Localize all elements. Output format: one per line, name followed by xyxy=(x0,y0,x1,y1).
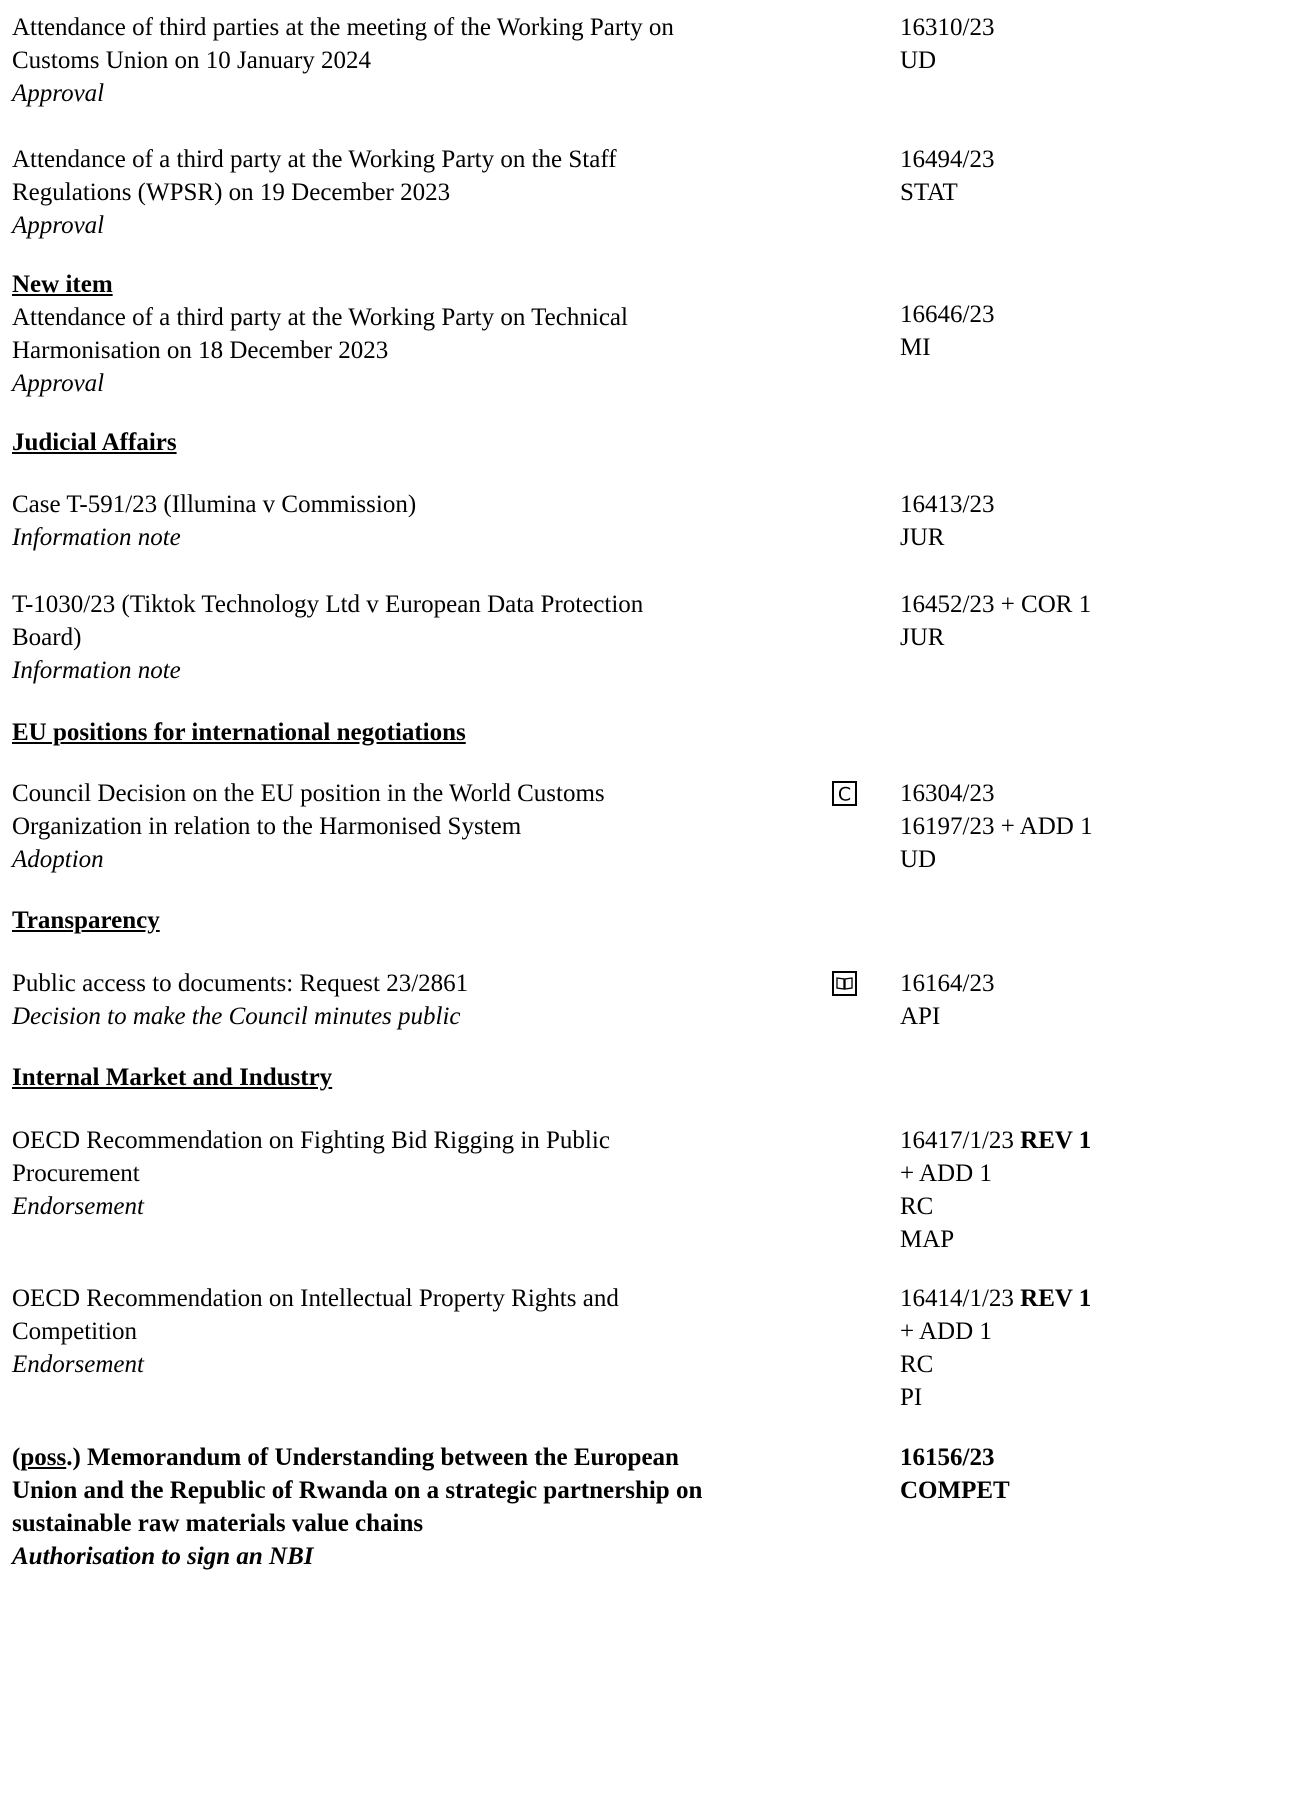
item-action: Decision to make the Council minutes public xyxy=(12,1003,461,1030)
revision-label: REV 1 xyxy=(1020,1285,1092,1312)
possible-marker: poss xyxy=(20,1444,67,1471)
item-title-line: Procurement xyxy=(12,1160,140,1187)
item-title-line: OECD Recommendation on Fighting Bid Rigging in Public xyxy=(12,1127,610,1154)
item-title-line: Harmonisation on 18 December 2023 xyxy=(12,337,389,364)
document-code: MI xyxy=(900,334,931,361)
document-reference: 16310/23 xyxy=(900,14,995,41)
item-action: Endorsement xyxy=(12,1193,144,1220)
item-action: Authorisation to sign an NBI xyxy=(12,1543,314,1570)
item-title-line: Council Decision on the EU position in the World Customs xyxy=(12,780,605,807)
document-code: JUR xyxy=(900,624,945,651)
item-action: Endorsement xyxy=(12,1351,144,1378)
section-heading-internal-market xyxy=(12,1061,1295,1094)
document-code: PI xyxy=(900,1384,923,1411)
prefix-open: ( xyxy=(12,1444,21,1471)
item-title-line: Organization in relation to the Harmonised System xyxy=(12,813,522,840)
item-title-line: Union and the Republic of Rwanda on a strategic partnership on xyxy=(12,1477,703,1504)
item-title-line: Regulations (WPSR) on 19 December 2023 xyxy=(12,179,451,206)
book-icon xyxy=(832,971,857,996)
document-code: MAP xyxy=(900,1226,955,1253)
item-title-line: Case T-591/23 (Illumina v Commission) xyxy=(12,491,417,518)
item-action: Approval xyxy=(12,212,105,239)
item-title-line: Board) xyxy=(12,624,82,651)
document-code: RC xyxy=(900,1193,934,1220)
document-reference: 16452/23 + COR 1 xyxy=(900,591,1092,618)
item-action: Adoption xyxy=(12,846,104,873)
item-title-line: sustainable raw materials value chains xyxy=(12,1510,424,1537)
new-item-label: New item xyxy=(12,271,113,298)
item-title-line: Attendance of a third party at the Working Party on the Staff xyxy=(12,146,617,173)
section-heading: EU positions for international negotiations xyxy=(12,719,466,746)
section-heading-transparency xyxy=(12,904,1295,937)
item-action: Information note xyxy=(12,657,181,684)
item-title-line: Attendance of third parties at the meeting of the Working Party on xyxy=(12,14,674,41)
item-action: Information note xyxy=(12,524,181,551)
item-title-line: Competition xyxy=(12,1318,137,1345)
document-reference: 16414/1/23 xyxy=(900,1285,1014,1312)
document-reference: 16164/23 xyxy=(900,970,995,997)
document-code: RC xyxy=(900,1351,934,1378)
document-reference: 16417/1/23 xyxy=(900,1127,1014,1154)
item-title-line: OECD Recommendation on Intellectual Property Rights and xyxy=(12,1285,619,1312)
item-action: Approval xyxy=(12,370,105,397)
section-heading: Internal Market and Industry xyxy=(12,1064,333,1091)
marker-letter: C xyxy=(837,783,852,806)
item-title-line: Attendance of a third party at the Working Party on Technical xyxy=(12,304,628,331)
document-reference: 16197/23 + ADD 1 xyxy=(900,813,1093,840)
document-reference-line xyxy=(900,1124,1295,1157)
item-title-line xyxy=(12,1441,872,1474)
document-reference-line xyxy=(900,1282,1295,1315)
document-code: JUR xyxy=(900,524,945,551)
revision-label: REV 1 xyxy=(1020,1127,1092,1154)
item-title-text: Memorandum of Understanding between the European xyxy=(80,1444,679,1471)
document-reference: 16413/23 xyxy=(900,491,995,518)
document-code: UD xyxy=(900,846,937,873)
document-code: COMPET xyxy=(900,1477,1010,1504)
section-heading: Judicial Affairs xyxy=(12,429,177,456)
document-code: API xyxy=(900,1003,941,1030)
document-code: STAT xyxy=(900,179,958,206)
item-title-line: Public access to documents: Request 23/2861 xyxy=(12,970,469,997)
document-addendum: + ADD 1 xyxy=(900,1318,992,1345)
section-heading-eu-positions xyxy=(12,716,1295,749)
document-reference: 16156/23 xyxy=(900,1444,995,1471)
section-heading: Transparency xyxy=(12,907,160,934)
c-marker-icon xyxy=(832,781,857,806)
document-reference: 16304/23 xyxy=(900,780,995,807)
document-reference: 16646/23 xyxy=(900,301,995,328)
document-reference: 16494/23 xyxy=(900,146,995,173)
document-addendum: + ADD 1 xyxy=(900,1160,992,1187)
item-title-line: T-1030/23 (Tiktok Technology Ltd v European Data Protection xyxy=(12,591,644,618)
item-action: Approval xyxy=(12,80,105,107)
document-code: UD xyxy=(900,47,937,74)
item-title-line: Customs Union on 10 January 2024 xyxy=(12,47,372,74)
prefix-close: .) xyxy=(66,1444,81,1471)
section-heading-judicial xyxy=(12,426,1295,459)
